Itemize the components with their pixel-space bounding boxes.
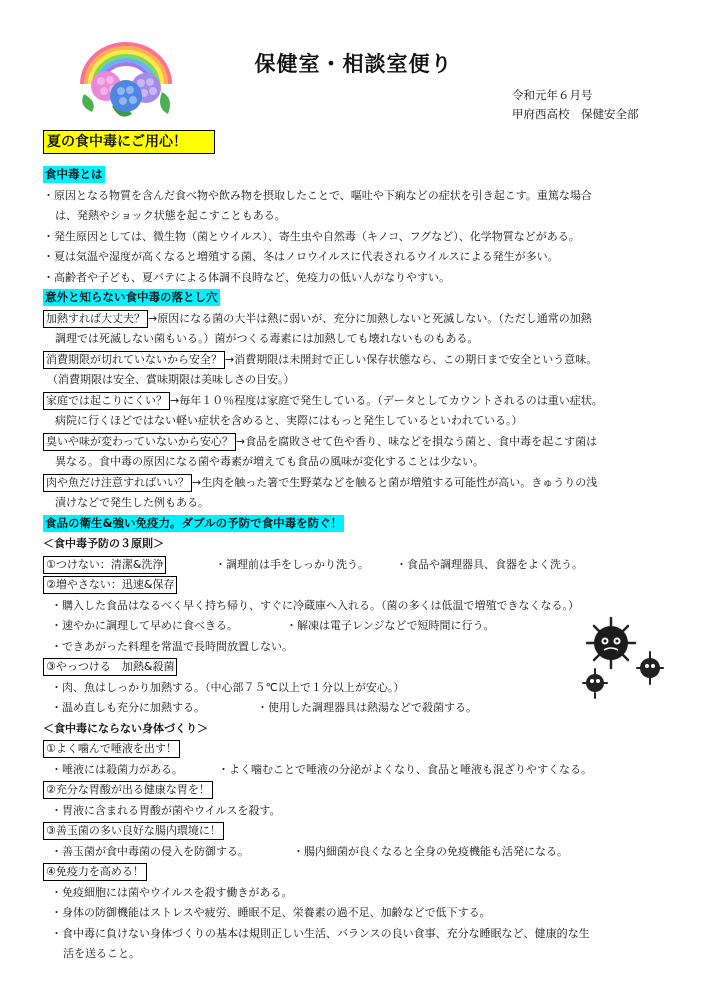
bullet: ・腸内細菌が良くなると全身の免疫機能も活発になる。 — [293, 844, 568, 858]
pitfall-item — [43, 473, 671, 494]
newsletter-content — [43, 165, 671, 965]
bullet: ・よく噛むことで唾液の分泌がよくなり、食品と唾液も混ざりやすくなる。 — [218, 762, 592, 776]
pitfall-item — [43, 391, 671, 412]
subheading-principles: ＜食中毒予防の３原則＞ — [43, 537, 164, 550]
bullet: ・できあがった料理を常温で長時間放置しない。 — [51, 639, 293, 653]
bullet: ・肉、魚はしっかり加熱する。（中心部７５℃以上で１分以上が安心。） — [51, 680, 405, 694]
tip-label: ④免疫力を高める！ — [43, 863, 147, 881]
bullet: ・購入した食品はなるべく早く持ち帰り、すぐに冷蔵庫へ入れる。（菌の多くは低温で増殖できなくなる。） — [51, 598, 579, 612]
text-line: ・発生原因としては、微生物（菌とウイルス）、寄生虫や自然毒（キノコ、フグなど）、化学物質などがある。 — [43, 229, 580, 243]
pitfall-answer: →食品を腐敗させて色や香り、味などを損なう菌と、食中毒を起こす菌は — [235, 434, 598, 448]
issuer: 甲府西高校 保健安全部 — [512, 107, 639, 121]
bullet-pair — [43, 698, 671, 719]
pitfall-answer: →原因になる菌の大半は熱に弱いが、充分に加熱しないと死滅しない。（ただし通常の加熱 — [148, 311, 592, 325]
newsletter-title: 保健室・相談室便り — [254, 52, 453, 76]
pitfall-question: 肉や魚だけ注意すればいい？ — [43, 474, 192, 492]
text-line: ・夏は気温や湿度が高くなると増殖する菌、冬はノロウイルスに代表されるウイルスによる発生が多い。 — [43, 250, 559, 263]
bullet: ・使用した調理器具は熱湯などで殺菌する。 — [257, 701, 477, 714]
bullet: ・善玉菌が食中毒菌の侵入を防御する。 — [51, 844, 249, 858]
text-line: 活を送ること。 — [63, 947, 140, 960]
pitfall-answer: →消費期限は未開封で正しい保存状態なら、この期日まで安全という意味。 — [225, 352, 598, 366]
principle-label: ②増やさない：迅速&保存 — [43, 576, 177, 594]
bullet: ・食中毒に負けない身体づくりの基本は規則正しい生活、バランスの良い食事、充分な睡眠など、健康的な生 — [51, 926, 590, 940]
pitfall-question: 家庭では起こりにくい？ — [43, 392, 170, 410]
section-heading: 意外と知らない食中毒の落とし穴 — [45, 290, 218, 304]
principle-1 — [43, 555, 671, 576]
bullet: ・調理前は手をしっかり洗う。 — [215, 557, 369, 571]
bullet-pair — [43, 842, 671, 863]
body-tip-4 — [43, 862, 671, 883]
issue-date: 令和元年６月号 — [512, 88, 593, 102]
section-heading: 食中毒とは — [45, 167, 103, 181]
text-line: 病院に行くほどではない軽い症状を含めると、実際にはもっと発生しているといわれている。） — [55, 414, 523, 427]
germ-virus-icon — [575, 614, 670, 700]
main-heading: 夏の食中毒にご用心！ — [43, 130, 215, 154]
body-tip-2 — [43, 780, 671, 801]
pitfall-item — [43, 432, 671, 453]
bullet: ・食品や調理器具、食器をよく洗う。 — [396, 557, 583, 571]
tip-label: ②充分な胃酸が出る健康な胃を！ — [43, 781, 213, 799]
bullet: ・速やかに調理して早めに食べきる。 — [51, 619, 238, 632]
pitfall-answer: →生肉を触った箸で生野菜などを触ると菌が増殖する可能性が高い。きゅうりの浅 — [192, 475, 598, 489]
bullet: ・胃液に含まれる胃酸が菌やウイルスを殺す。 — [51, 803, 281, 817]
pitfall-question: 加熱すれば大丈夫？ — [43, 310, 148, 328]
bullet: ・身体の防御機能はストレスや疲労、睡眠不足、栄養素の過不足、加齢などで低下する。 — [51, 906, 491, 919]
text-line: ・原因となる物質を含んだ食べ物や飲み物を摂取したことで、嘔吐や下痢などの症状を引き起こす。重篤な場合 — [43, 188, 592, 202]
principle-label: ③やっつける 加熱&殺菌 — [43, 658, 177, 676]
pitfall-item — [43, 350, 671, 371]
principle-2 — [43, 575, 671, 596]
text-line: ・高齢者や子ども、夏バテによる体調不良時など、免疫力の低い人がなりやすい。 — [43, 270, 450, 284]
tip-label: ①よく噛んで唾液を出す！ — [43, 740, 180, 758]
text-line: 漬けなどで発生した例もある。 — [55, 496, 209, 509]
bullet: ・免疫細胞には菌やウイルスを殺す働きがある。 — [51, 885, 293, 899]
text-line: （消費期限は安全、賞味期限は美味しさの目安。） — [47, 373, 295, 386]
text-line: 調理では死滅しない菌もいる。）菌がつくる毒素には加熱しても壊れないものもある。 — [55, 332, 479, 345]
pitfall-question: 消費期限が切れていないから安全？ — [43, 351, 225, 369]
pitfall-item — [43, 309, 671, 330]
body-tip-1 — [43, 739, 671, 760]
pitfall-question: 臭いや味が変わっていないから安心？ — [43, 433, 236, 451]
bullet: ・温め直しも充分に加熱する。 — [51, 701, 205, 714]
bullet: ・解凍は電子レンジなどで短時間に行う。 — [286, 619, 495, 632]
subheading-body: ＜食中毒にならない身体づくり＞ — [43, 721, 208, 735]
tip-label: ③善玉菌の多い良好な腸内環境に！ — [43, 822, 224, 840]
text-line: は、発熱やショック状態を起こすこともある。 — [55, 209, 286, 222]
bullet: ・唾液には殺菌力がある。 — [51, 762, 183, 776]
principle-label: ①つけない：清潔&洗浄 — [43, 556, 166, 574]
text-line: 異なる。食中毒の原因になる菌や毒素が増えても食品の風味が変化することは少ない。 — [55, 455, 484, 468]
body-tip-3 — [43, 821, 671, 842]
issue-info — [512, 86, 639, 124]
bullet-pair — [43, 760, 671, 781]
pitfall-answer: →毎年１０％程度は家庭で発生している。（データとしてカウントされるのは重い症状。 — [170, 393, 603, 407]
section-heading: 食品の衛生&強い免疫力。ダブルの予防で食中毒を防ぐ！ — [45, 515, 343, 530]
